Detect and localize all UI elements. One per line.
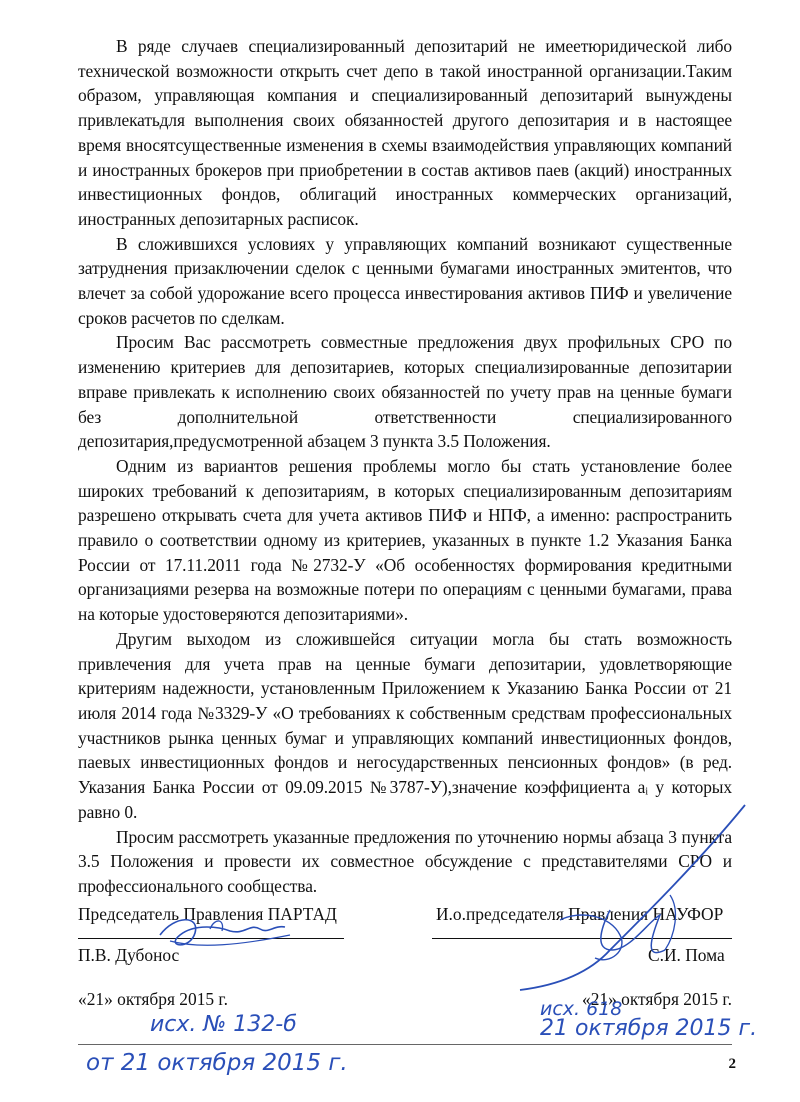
right-signatory-name: С.И. Пома xyxy=(648,945,725,965)
left-signature-date: «21» октября 2015 г. xyxy=(78,989,228,1009)
left-signatory-title: Председатель Правления ПАРТАД xyxy=(78,904,337,924)
paragraph-3: Просим Вас рассмотреть совместные предложения двух профильных СРО по изменению критериев для депозитариев, которых специализированные депозитарии вправе привлекать к исполнению своих обязанностей по учету прав на ценные бумаги без дополнительной ответственности специализированного депозитария,предусмотренной абзацем 3 пункта 3.5 Положения. xyxy=(78,332,732,452)
paragraph-5: Другим выходом из сложившейся ситуации могла бы стать возможность привлечения для учета прав на ценные бумаги депозитарии, удовлетворяющие критериям надежности, установленным Приложением к Указанию Банка России от 21 июля 2014 года №3329-У «О требованиях к собственным средствам профессиональных участников рынка ценных бумаг и управляющих компаний инвестиционных фондов, паевых инвестиционных фондов и негосударственных пенсионных фондов» (в ред. Указания Банка России от 09.09.2015 №3787-У),значение коэффициента aᵢ у которых равно 0. xyxy=(78,628,732,822)
right-signatory-title: И.о.председателя Правления НАУФОР xyxy=(436,904,724,924)
handwritten-outgoing-date-right: 21 октября 2015 г. xyxy=(540,1016,758,1041)
letter-body xyxy=(78,34,732,899)
paragraph-4: Одним из вариантов решения проблемы могло бы стать установление более широких требований к депозитариям, в которых специализированным депозитариям разрешено открывать счета для учета активов ПИФ и НПФ, а именно: распространить правило о соответствии одному из критериев, указанных в пункте 1.2 Указания Банка России от 17.11.2011 года №2732-У «Об особенностях формирования кредитными организациями резерва на возможные потери по операциям с ценными бумагами, права на которые удостоверяются депозитариями». xyxy=(78,455,732,625)
footer-rule xyxy=(78,1044,732,1045)
handwritten-outgoing-date-left: от 21 октября 2015 г. xyxy=(86,1050,348,1076)
page-number: 2 xyxy=(728,1056,736,1072)
handwritten-outgoing-number-right: исх. 618 xyxy=(540,998,623,1020)
left-signature-scribble xyxy=(150,905,300,960)
left-signatory-name: П.В. Дубонос xyxy=(78,945,180,965)
paragraph-1: В ряде случаев специализированный депозитарий не имеетюридической либо технической возможности открыть счет депо в такой иностранной организации.Таким образом, управляющая компания и специализированный депозитарий вынуждены привлекатьдля выполнения своих обязанностей другого депозитария и в настоящее время вносятсущественные изменения в схемы взаимодействия управляющих компаний и иностранных брокеров при приобретении в состав активов паев (акций) иностранных инвестиционных фондов, облигаций иностранных коммерческих организаций, иностранных депозитарных расписок. xyxy=(78,36,732,229)
handwritten-outgoing-number-left: исх. № 132-б xyxy=(150,1012,297,1037)
paragraph-2: В сложившихся условиях у управляющих компаний возникают существенные затруднения призаключении сделок с ценными бумагами иностранных эмитентов, что влечет за собой удорожание всего процесса инвестирования активов ПИФ и увеличение сроков расчетов по сделкам. xyxy=(78,233,732,328)
paragraph-6: Просим рассмотреть указанные предложения по уточнению нормы абзаца 3 пункта 3.5 Положения и провести их совместное обсуждение с представителями СРО и профессионального сообщества. xyxy=(78,826,732,896)
right-signature-scribble xyxy=(500,800,750,1000)
right-signature-date: «21» октября 2015 г. xyxy=(582,989,732,1009)
